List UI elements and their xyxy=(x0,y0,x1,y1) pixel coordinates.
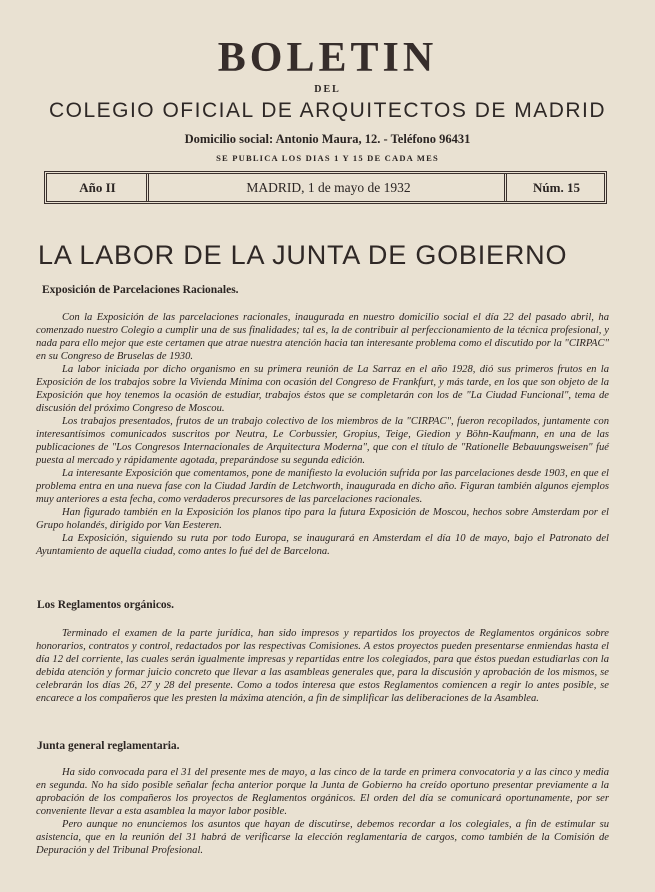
section-body-exposicion xyxy=(36,311,609,558)
paragraph: La Exposición, siguiendo su ruta por todo Europa, se inaugurará en Amsterdam el día 10 de mayo, bajo el Patronato del Ayuntamiento de aquella ciudad, como antes lo fué del de Barcelona. xyxy=(36,533,609,557)
masthead-title: BOLETIN xyxy=(217,35,438,81)
issue-number: Núm. 15 xyxy=(533,180,580,195)
masthead-address: Domicilio social: Antonio Maura, 12. - Teléfono 96431 xyxy=(184,132,471,146)
paragraph: Han figurado también en la Exposición los planos tipo para la futura Exposición de Moscou, hechos sobre Amsterdam por el Grupo holandés, dirigido por Van Eesteren. xyxy=(36,507,609,531)
section-body-junta-general xyxy=(36,766,609,857)
article-headline: LA LABOR DE LA JUNTA DE GOBIERNO xyxy=(38,240,568,270)
issue-year: Año II xyxy=(79,180,116,195)
section-heading-reglamentos: Los Reglamentos orgánicos. xyxy=(37,599,175,611)
paragraph: Terminado el examen de la parte jurídica, han sido impresos y repartidos los proyectos de Reglamentos orgánicos sobre honorarios, contratos y control, redactados por las respectivas Comisiones. A estos proyectos pueden presentarse enmiendas hasta el día 12 del corriente, las cuales serán igualmente impresas y repartidas entre los colegiados, para que éstos puedan estudiarlas con la debida atención y formar juicio concreto que llevar a las asambleas generales que, para la discusión y aprobación de los mismos, se celebrarán los días 26, 27 y 28 del presente. Como a todos interesa que estos Reglamentos comiencen a regir lo antes posible, se encarece a los compañeros que les presten la máxima atención, a fin de simplificar las deliberaciones de la Asamblea. xyxy=(36,628,609,704)
masthead-college-name: COLEGIO OFICIAL DE ARQUITECTOS DE MADRID xyxy=(48,99,607,122)
section-heading-junta-general: Junta general reglamentaria. xyxy=(37,740,180,752)
paragraph: Los trabajos presentados, frutos de un trabajo colectivo de los miembros de la "CIRPAC", fueron recopilados, juntamente con interesantísimos comunicados suscritos por Neutra, Le Corbussier, Gropius, Teige, Giedion y Böhn-Kaufmann, en una de las publicaciones de "Los Congresos Internacionales de Arquitectura Moderna", que con el título de "Rationelle Bebauungsweisen" fué puesta al mercado y rápidamente agotada, preparándose su segunda edición. xyxy=(36,416,609,466)
section-heading-exposicion: Exposición de Parcelaciones Racionales. xyxy=(42,284,239,296)
issue-divider xyxy=(146,174,149,201)
issue-info-box xyxy=(44,171,607,204)
section-body-reglamentos xyxy=(36,627,609,705)
paragraph: Ha sido convocada para el 31 del presente mes de mayo, a las cinco de la tarde en primera convocatoria y a las cinco y media en segunda. No ha sido posible señalar fecha anterior porque la Junta de Gobierno ha creído oportuno presentar previamente a la aprobación de los compañeros los proyectos de Reglamentos orgánicos. El orden del día se comunicará oportunamente, por ser conveniente llevar a esta asamblea la mayor labor posible. xyxy=(36,767,609,817)
issue-date: MADRID, 1 de mayo de 1932 xyxy=(246,180,411,195)
paragraph: La labor iniciada por dicho organismo en su primera reunión de La Sarraz en el año 1928, dió sus primeros frutos en la Exposición de los trabajos sobre la Vivienda Mínima con ocasión del Congreso de Frankfurt, y más tarde, en los que son objeto de la Exposición que hoy tenemos la ocasión de estudiar, trabajos éstos que se completarán con los de "La Ciudad Funcional", tema de discusión del próximo Congreso de Moscou. xyxy=(36,364,609,414)
paragraph: Con la Exposición de las parcelaciones racionales, inaugurada en nuestro domicilio social el día 22 del pasado abril, ha comenzado nuestro Colegio a cumplir una de sus finalidades; tal es, la de contribuir al perfeccionamiento de la técnica profesional, y nada para ello mejor que este certamen que atrae nuestra atención hacia tan interesante problema como el discutido por la "CIRPAC" en su Congreso de Bruselas de 1930. xyxy=(36,312,609,362)
issue-divider xyxy=(504,174,507,201)
paragraph: La interesante Exposición que comentamos, pone de manifiesto la evolución sufrida por las parcelaciones desde 1903, en que el problema entra en una nueva fase con la Ciudad Jardín de Letchworth, inaugurada en dicho año. Figuran también algunos ejemplos muy anteriores a esta fecha, como verdaderos precursores de las parcelaciones racionales. xyxy=(36,468,609,505)
masthead-frequency: SE PUBLICA LOS DIAS 1 Y 15 DE CADA MES xyxy=(216,153,439,163)
masthead-del: DEL xyxy=(314,84,341,95)
paragraph: Pero aunque no enunciemos los asuntos que hayan de discutirse, debemos recordar a los colegiales, a fin de estimular su asistencia, que en la reunión del 31 habrá de verificarse la elección reglamentaria de cargos, como también de la Comisión de Depuración y del Tribunal Profesional. xyxy=(36,819,609,856)
